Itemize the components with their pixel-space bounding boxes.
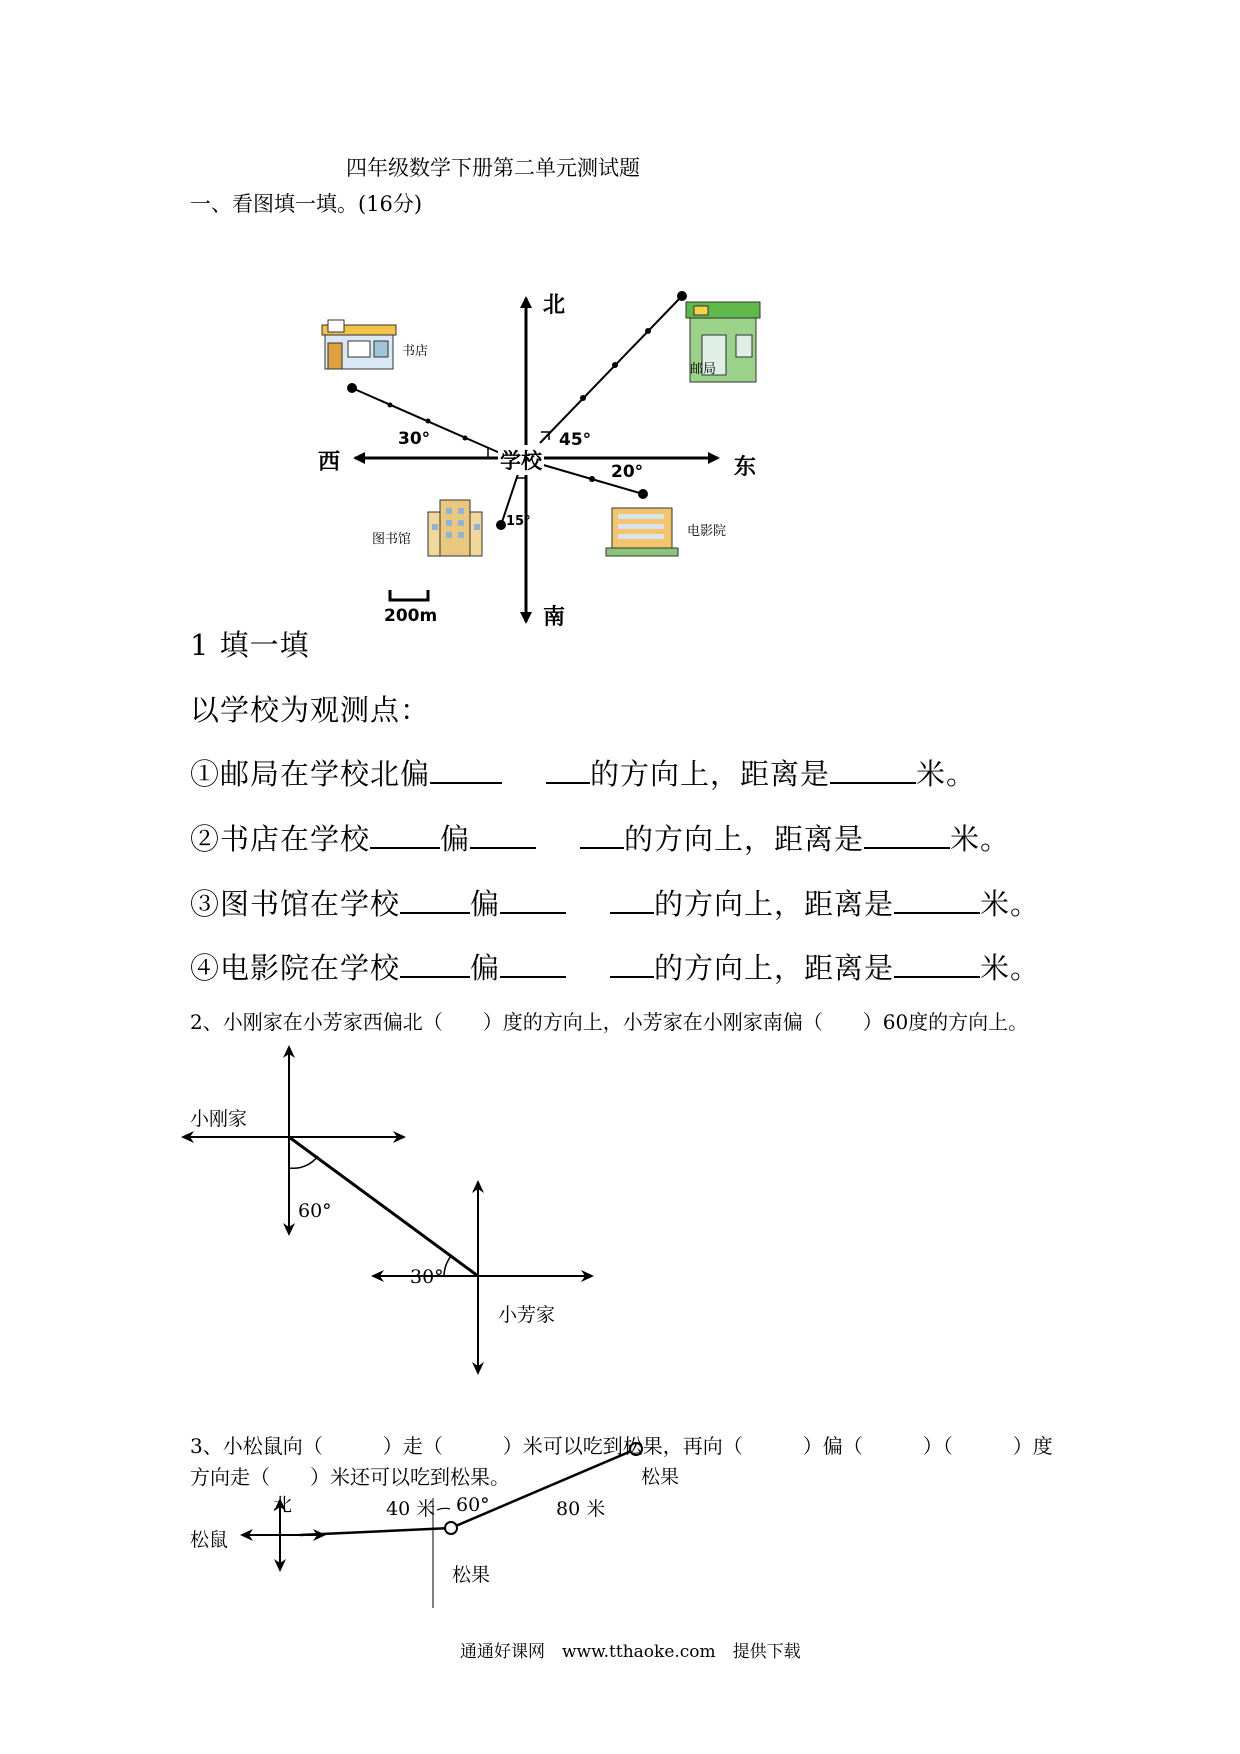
- map-angle-15: 15°: [506, 514, 531, 529]
- cinema-dot: [638, 489, 648, 499]
- answer-blank[interactable]: [830, 756, 916, 784]
- q1-intro: 以学校为观测点：: [190, 693, 431, 727]
- answer-blank[interactable]: [610, 950, 654, 978]
- map-angle-30: 30°: [398, 429, 431, 449]
- map-bookstore-label: 书店: [402, 344, 429, 359]
- q3-pine-label-top: 松果: [641, 1466, 680, 1488]
- answer-blank[interactable]: [546, 756, 590, 784]
- map-library-label: 图书馆: [372, 532, 412, 547]
- post-office-dot: [677, 291, 687, 301]
- map-cinema-label: 电影院: [687, 524, 727, 539]
- q3-angle-60: 60°: [456, 1494, 490, 1516]
- q3-distance-40: 40 米: [386, 1498, 436, 1520]
- map-west-label: 西: [318, 450, 341, 475]
- q2-angle-30-arc: [444, 1256, 451, 1276]
- page-title: 四年级数学下册第二单元测试题: [346, 156, 640, 180]
- q3-distance-80: 80 米: [556, 1498, 606, 1520]
- q3-pine-label-bottom: 松果: [452, 1564, 491, 1586]
- section-1-heading: 一、看图填一填。(16分): [190, 192, 423, 216]
- answer-blank[interactable]: [400, 950, 470, 978]
- map-angle-20: 20°: [611, 462, 644, 482]
- answer-blank[interactable]: [470, 821, 536, 849]
- footer-source: 通通好课网 www.tthaoke.com 提供下载: [460, 1642, 801, 1662]
- map-south-label: 南: [543, 605, 566, 630]
- q1-line-1: ①邮局在学校北偏 的方向上，距离是 米。: [190, 757, 977, 791]
- library-dot: [496, 520, 506, 530]
- q3-north-label: 北: [273, 1494, 293, 1516]
- q2-angle-30: 30°: [410, 1266, 444, 1288]
- q3-west-path: [300, 1528, 451, 1535]
- answer-blank[interactable]: [580, 821, 624, 849]
- map-east-label: 东: [734, 455, 757, 480]
- answer-blank[interactable]: [400, 886, 470, 914]
- q3-line-1: 3、小松鼠向（ ）走（ ）米可以吃到松果，再向（ ）偏（ ）（ ）度: [190, 1434, 1053, 1458]
- bookstore-dot: [347, 383, 357, 393]
- q1-line-4: ④电影院在学校 偏 的方向上，距离是 米。: [190, 951, 1041, 985]
- answer-blank[interactable]: [370, 821, 440, 849]
- answer-blank[interactable]: [894, 886, 980, 914]
- bookstore-building-icon: [322, 320, 396, 369]
- answer-blank[interactable]: [500, 886, 566, 914]
- q1-line-3: ③图书馆在学校 偏 的方向上，距离是 米。: [190, 887, 1041, 921]
- q1-heading: 1 填一填: [190, 628, 310, 662]
- cinema-building-icon: [606, 508, 678, 556]
- map-angle-45: 45°: [559, 430, 592, 450]
- map-postoffice-label: 邮局: [690, 362, 717, 377]
- q3-line-2: 方向走（ ）米还可以吃到松果。: [190, 1465, 510, 1489]
- q2-text: 2、小刚家在小芳家西偏北（ ）度的方向上，小芳家在小刚家南偏（ ）60度的方向上。: [190, 1010, 1029, 1034]
- scale-bar: [390, 590, 428, 600]
- answer-blank[interactable]: [894, 950, 980, 978]
- q2-xiaogang-label: 小刚家: [190, 1108, 248, 1130]
- q1-line-2: ②书店在学校 偏 的方向上，距离是 米。: [190, 822, 1011, 856]
- q3-squirrel-label: 松鼠: [190, 1529, 229, 1551]
- q2-angle-60-arc: [289, 1156, 318, 1168]
- answer-blank[interactable]: [864, 821, 950, 849]
- map-scale-label: 200m: [384, 606, 438, 626]
- answer-blank[interactable]: [610, 886, 654, 914]
- q2-xiaofang-label: 小芳家: [498, 1304, 556, 1326]
- map-school-label: 学校: [498, 445, 544, 475]
- q2-angle-60: 60°: [298, 1200, 332, 1222]
- answer-blank[interactable]: [500, 950, 566, 978]
- map-north-label: 北: [543, 293, 566, 318]
- library-building-icon: [428, 500, 482, 556]
- answer-blank[interactable]: [430, 756, 502, 784]
